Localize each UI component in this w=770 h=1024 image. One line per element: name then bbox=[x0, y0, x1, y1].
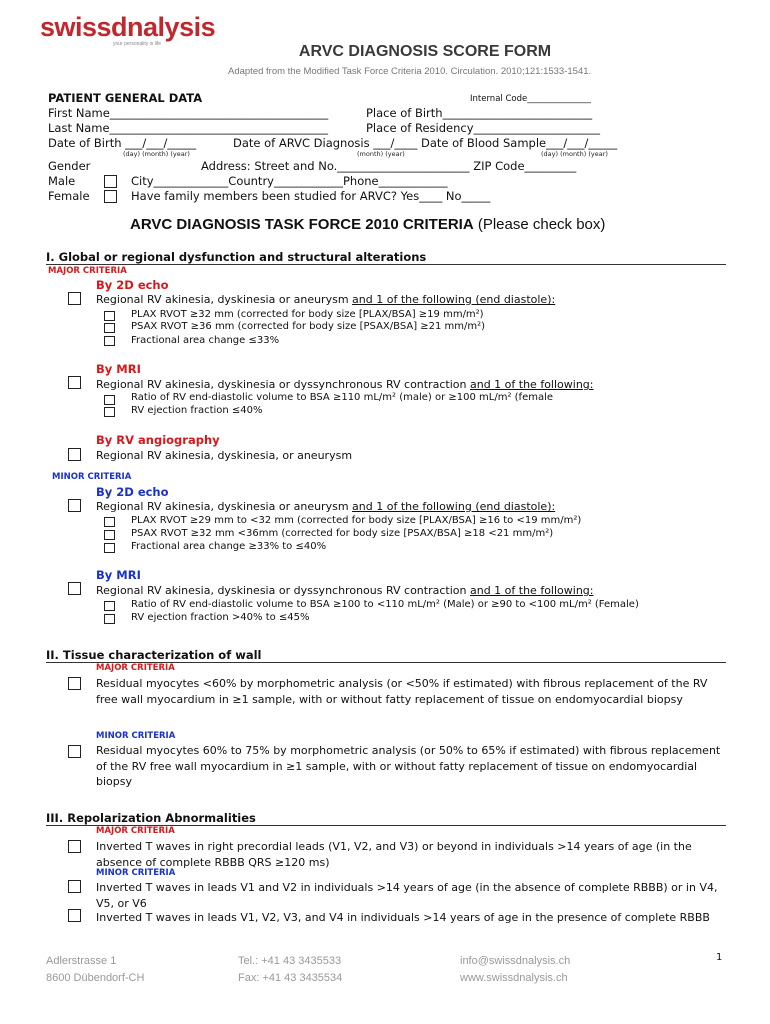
criteria-title-main: ARVC DIAGNOSIS TASK FORCE 2010 CRITERIA bbox=[130, 216, 474, 233]
sec2-major-label: MAJOR CRITERIA bbox=[96, 663, 175, 673]
sec1-major-mri-opt1-checkbox[interactable] bbox=[104, 395, 115, 405]
sec3-minor-2-checkbox[interactable] bbox=[68, 909, 81, 922]
footer-fax: Fax: +41 43 3435534 bbox=[238, 972, 343, 984]
arvc-date-hint: (month) (year) bbox=[357, 150, 405, 158]
sec1-major-mri-checkbox[interactable] bbox=[68, 376, 81, 389]
city-country-phone-field[interactable]: City_____________Country____________Phone____________ bbox=[131, 174, 448, 188]
female-checkbox[interactable] bbox=[104, 190, 117, 203]
sec1-major-angio-title: By RV angiography bbox=[96, 433, 220, 447]
male-label: Male bbox=[48, 174, 76, 188]
sec1-major-echo-desc: Regional RV akinesia, dyskinesia or aneurysm bbox=[96, 293, 353, 306]
sec3-major-label: MAJOR CRITERIA bbox=[96, 826, 175, 836]
footer-website[interactable]: www.swissdnalysis.ch bbox=[460, 972, 568, 984]
sec1-major-mri-text bbox=[96, 378, 593, 391]
section-3-heading: III. Repolarization Abnormalities bbox=[46, 811, 256, 825]
sec1-minor-echo-opt1-checkbox[interactable] bbox=[104, 517, 115, 527]
sec1-major-mri-opt1: Ratio of RV end-diastolic volume to BSA ≥110 mL/m² (male) or ≥100 mL/m² (female bbox=[131, 392, 554, 403]
sec1-major-mri-condition: and 1 of the following: bbox=[469, 378, 594, 391]
patient-data-heading: PATIENT GENERAL DATA bbox=[48, 91, 203, 105]
sec1-major-mri-opt2: RV ejection fraction ≤40% bbox=[131, 405, 263, 416]
footer-city: 8600 Dübendorf-CH bbox=[46, 972, 145, 984]
address-field[interactable]: Address: Street and No._______________________ ZIP Code_________ bbox=[201, 159, 577, 173]
sec1-major-echo-opt3: Fractional area change ≤33% bbox=[131, 335, 280, 346]
sec2-minor-label: MINOR CRITERIA bbox=[96, 731, 176, 741]
sec1-minor-echo-text bbox=[96, 500, 555, 513]
sec3-minor-2-text: Inverted T waves in leads V1, V2, V3, and V4 in individuals >14 years of age in the presence of complete RBBB bbox=[96, 911, 710, 924]
sec1-major-echo-opt1: PLAX RVOT ≥32 mm (corrected for body size [PLAX/BSA] ≥19 mm/m²) bbox=[131, 309, 484, 320]
footer-contact bbox=[460, 953, 570, 987]
sec1-major-echo-opt2: PSAX RVOT ≥36 mm (corrected for body size [PSAX/BSA] ≥21 mm/m²) bbox=[131, 321, 486, 332]
family-studied-field[interactable]: Have family members been studied for ARVC? Yes____ No_____ bbox=[131, 189, 491, 203]
section-2-heading: II. Tissue characterization of wall bbox=[46, 648, 262, 662]
sec1-minor-mri-opt1-checkbox[interactable] bbox=[104, 601, 115, 611]
footer-street: Adlerstrasse 1 bbox=[46, 955, 117, 967]
dob-hint: (day) (month) (year) bbox=[123, 150, 190, 158]
sec1-major-mri-desc: Regional RV akinesia, dyskinesia or dyssynchronous RV contraction bbox=[96, 378, 470, 391]
sec3-major-checkbox[interactable] bbox=[68, 840, 81, 853]
sec1-minor-mri-opt2: RV ejection fraction >40% to ≤45% bbox=[131, 612, 310, 623]
last-name-field[interactable]: Last Name______________________________________ bbox=[48, 121, 329, 135]
sec1-minor-echo-opt3-checkbox[interactable] bbox=[104, 543, 115, 553]
criteria-title bbox=[130, 216, 605, 233]
sec3-major-text: Inverted T waves in right precordial leads (V1, V2, and V3) or beyond in individuals >14 years of age (in the absence of complete RBBB QRS ≥120 ms) bbox=[96, 840, 692, 869]
sec1-minor-echo-condition: and 1 of the following (end diastole): bbox=[352, 500, 556, 513]
section-1-divider bbox=[46, 264, 726, 265]
female-label: Female bbox=[48, 189, 90, 203]
blood-sample-date-field[interactable]: Date of Blood Sample___/___/_____ bbox=[421, 136, 618, 150]
sec2-minor-text: Residual myocytes 60% to 75% by morphometric analysis (or 50% to 65% if estimated) with fibrous replacement of the RV free wall myocardium in ≥1 sample, with or without fatty replacement of tissue on endomyocardial biopsy bbox=[96, 744, 721, 788]
sec1-minor-mri-text bbox=[96, 584, 593, 597]
sec1-major-echo-title: By 2D echo bbox=[96, 278, 169, 292]
male-checkbox[interactable] bbox=[104, 175, 117, 188]
sec1-major-label: MAJOR CRITERIA bbox=[48, 266, 127, 276]
date-of-birth-field[interactable]: Date of Birth ___/___/_____ bbox=[48, 136, 197, 150]
sec1-minor-mri-opt1: Ratio of RV end-diastolic volume to BSA ≥100 to <110 mL/m² (Male) or ≥90 to <100 mL/m² (Female) bbox=[131, 599, 639, 610]
sec1-minor-echo-opt3: Fractional area change ≥33% to ≤40% bbox=[131, 541, 327, 552]
sec1-minor-mri-checkbox[interactable] bbox=[68, 582, 81, 595]
place-of-residency-field[interactable]: Place of Residency______________________ bbox=[366, 121, 600, 135]
sec1-minor-label: MINOR CRITERIA bbox=[52, 472, 132, 482]
sec2-minor-checkbox[interactable] bbox=[68, 745, 81, 758]
sec1-major-angio-checkbox[interactable] bbox=[68, 448, 81, 461]
sec1-minor-mri-condition: and 1 of the following: bbox=[469, 584, 594, 597]
blood-date-hint: (day) (month) (year) bbox=[541, 150, 608, 158]
footer-address bbox=[46, 953, 144, 987]
sec1-major-mri-title: By MRI bbox=[96, 362, 141, 376]
sec1-minor-echo-desc: Regional RV akinesia, dyskinesia or aneurysm bbox=[96, 500, 353, 513]
page-title: ARVC DIAGNOSIS SCORE FORM bbox=[298, 43, 552, 60]
page-subtitle: Adapted from the Modified Task Force Criteria 2010. Circulation. 2010;121:1533-1541. bbox=[228, 66, 592, 77]
logo-tagline: your personality is life bbox=[113, 41, 162, 47]
sec1-major-echo-opt1-checkbox[interactable] bbox=[104, 311, 115, 321]
sec1-major-echo-text bbox=[96, 293, 555, 306]
footer-tel: Tel.: +41 43 3435533 bbox=[238, 955, 342, 967]
sec3-minor-label: MINOR CRITERIA bbox=[96, 868, 176, 878]
sec3-minor-1-text: Inverted T waves in leads V1 and V2 in individuals >14 years of age (in the absence of complete RBBB) or in V4, V5, or V6 bbox=[96, 881, 718, 910]
sec3-minor-1-checkbox[interactable] bbox=[68, 880, 81, 893]
sec1-major-echo-condition: and 1 of the following (end diastole): bbox=[352, 293, 556, 306]
brand-logo: swissdnalysis bbox=[40, 12, 216, 42]
sec2-major-checkbox[interactable] bbox=[68, 677, 81, 690]
footer-phone bbox=[238, 953, 342, 987]
sec1-minor-echo-opt2: PSAX RVOT ≥32 mm <36mm (corrected for body size [PSAX/BSA] ≥18 <21 mm/m²) bbox=[131, 528, 554, 539]
sec1-minor-echo-title: By 2D echo bbox=[96, 485, 169, 499]
sec1-minor-echo-opt2-checkbox[interactable] bbox=[104, 530, 115, 540]
arvc-diagnosis-date-field[interactable]: Date of ARVC Diagnosis ___/____ bbox=[233, 136, 418, 150]
sec1-minor-mri-desc: Regional RV akinesia, dyskinesia or dyssynchronous RV contraction bbox=[96, 584, 470, 597]
internal-code-field[interactable]: Internal Code_______________ bbox=[470, 94, 591, 104]
sec1-major-echo-checkbox[interactable] bbox=[68, 292, 81, 305]
page-number: 1 bbox=[716, 952, 723, 963]
first-name-field[interactable]: First Name______________________________________ bbox=[48, 106, 329, 120]
sec1-major-echo-opt3-checkbox[interactable] bbox=[104, 336, 115, 346]
sec1-minor-mri-title: By MRI bbox=[96, 568, 141, 582]
section-1-heading: I. Global or regional dysfunction and structural alterations bbox=[46, 250, 427, 264]
criteria-title-note: (Please check box) bbox=[473, 216, 606, 233]
footer-email[interactable]: info@swissdnalysis.ch bbox=[460, 955, 571, 967]
sec1-minor-echo-checkbox[interactable] bbox=[68, 499, 81, 512]
gender-label: Gender bbox=[48, 159, 91, 173]
sec2-major-text: Residual myocytes <60% by morphometric analysis (or <50% if estimated) with fibrous replacement of the RV free wall myocardium in ≥1 sample, with or without fatty replacement of tissue on endomyocardial biopsy bbox=[96, 677, 708, 706]
sec1-minor-mri-opt2-checkbox[interactable] bbox=[104, 614, 115, 624]
sec1-major-angio-text: Regional RV akinesia, dyskinesia, or aneurysm bbox=[96, 449, 353, 462]
place-of-birth-field[interactable]: Place of Birth__________________________ bbox=[366, 106, 593, 120]
sec1-major-mri-opt2-checkbox[interactable] bbox=[104, 407, 115, 417]
sec1-minor-echo-opt1: PLAX RVOT ≥29 mm to <32 mm (corrected for body size [PLAX/BSA] ≥16 to <19 mm/m²) bbox=[131, 515, 582, 526]
sec1-major-echo-opt2-checkbox[interactable] bbox=[104, 323, 115, 333]
